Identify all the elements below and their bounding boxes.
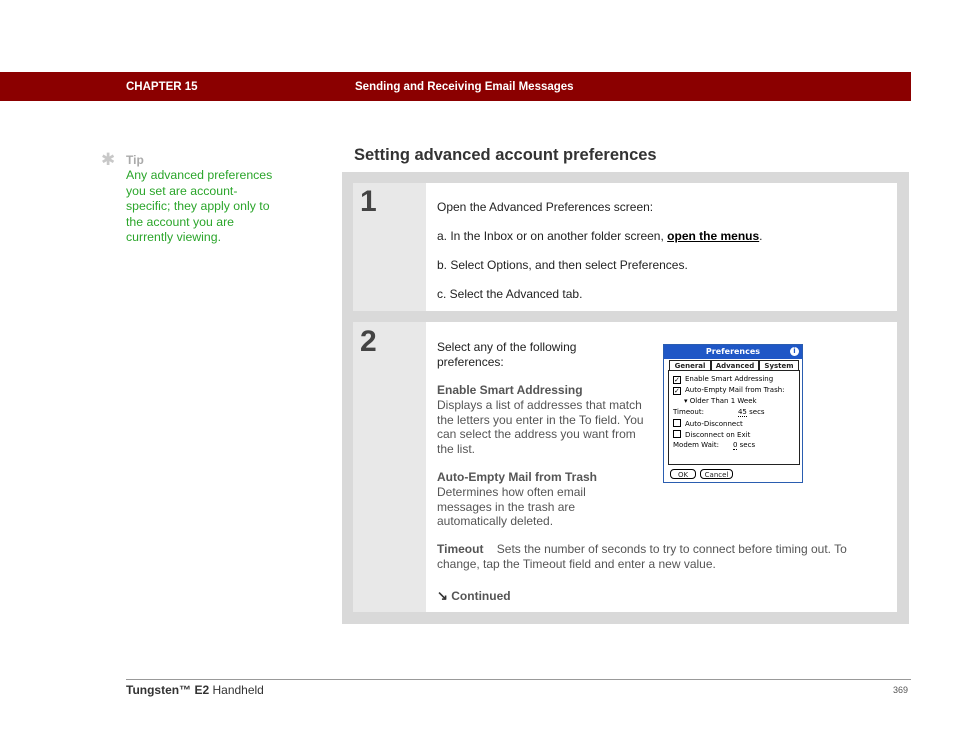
preferences-panel [668, 370, 800, 465]
tab-general[interactable]: General [669, 360, 711, 371]
section-title: Setting advanced account preferences [354, 146, 657, 164]
arrow-down-right-icon: ↘ [437, 588, 448, 603]
checkbox-checked-icon[interactable]: ✓ [674, 376, 680, 384]
step-1-item-a-text: a. In the Inbox or on another folder screen, [437, 229, 668, 243]
step-2-intro: Select any of the following preferences: [437, 340, 577, 369]
step-1-item-c: c. Select the Advanced tab. [437, 287, 583, 301]
smart-addressing-title: Enable Smart Addressing [437, 383, 583, 397]
step-2-number-column [353, 322, 426, 612]
modem-wait-label: Modem Wait: [673, 441, 719, 449]
footer-divider [126, 679, 911, 680]
option-auto-empty[interactable] [673, 386, 785, 395]
checkbox-empty-icon[interactable] [673, 419, 681, 427]
tip-text: Any advanced preferences you set are account-specific; they apply only to the account you are currently viewing. [126, 168, 273, 245]
step-1-item-a [437, 229, 763, 244]
continued-label: Continued [451, 589, 511, 603]
option-smart-addressing-label: Enable Smart Addressing [685, 375, 774, 383]
timeout-unit: secs [749, 408, 765, 416]
timeout-description [437, 542, 882, 571]
modem-wait-unit: secs [739, 441, 756, 449]
auto-empty-text: Determines how often email messages in the trash are automatically deleted. [437, 485, 586, 528]
option-auto-empty-label: Auto-Empty Mail from Trash: [685, 386, 785, 394]
preferences-screenshot [663, 344, 803, 483]
tip-label: Tip [126, 153, 144, 167]
info-icon[interactable]: i [790, 347, 799, 356]
page-number: 369 [893, 685, 909, 695]
modem-wait-row [673, 441, 755, 450]
open-menus-link[interactable]: open the menus [667, 229, 760, 243]
step-1-item-b: b. Select Options, and then select Preferences. [437, 258, 688, 272]
ok-button[interactable]: OK [670, 469, 696, 479]
step-2-number: 2 [360, 325, 377, 358]
footer-brand-name: Tungsten™ [126, 683, 192, 697]
smart-addressing-text: Displays a list of addresses that match the letters you enter in the To field. You can select the address you want from the list. [437, 398, 644, 456]
tab-system[interactable]: System [759, 360, 799, 371]
step-1-number: 1 [360, 185, 377, 218]
timeout-text: Sets the number of seconds to try to connect before timing out. To change, tap the Timeout field and enter a new value. [437, 542, 847, 571]
option-auto-disconnect[interactable] [673, 419, 743, 429]
triangle-down-icon: ▾ [684, 397, 688, 405]
auto-empty-value: Older Than 1 Week [689, 397, 757, 405]
step-1-item-a-suffix: . [759, 229, 763, 243]
preferences-title: Preferences [664, 345, 802, 359]
footer-suffix: Handheld [209, 683, 264, 697]
option-auto-disconnect-label: Auto-Disconnect [685, 420, 743, 428]
option-disconnect-exit[interactable] [673, 430, 750, 440]
modem-wait-field[interactable]: 0 [732, 441, 738, 449]
timeout-label: Timeout: [673, 408, 704, 416]
option-smart-addressing[interactable] [673, 375, 773, 384]
timeout-title: Timeout [437, 542, 484, 556]
chapter-title: Sending and Receiving Email Messages [355, 81, 574, 93]
checkbox-empty-icon[interactable] [673, 430, 681, 438]
option-disconnect-exit-label: Disconnect on Exit [685, 431, 751, 439]
cancel-button[interactable]: Cancel [700, 469, 733, 479]
timeout-field[interactable]: 45 [737, 408, 747, 416]
chapter-label: CHAPTER 15 [126, 81, 198, 93]
footer-brand [126, 683, 264, 697]
checkbox-checked-icon[interactable]: ✓ [674, 387, 680, 395]
footer-model: E2 [194, 683, 210, 697]
auto-empty-title: Auto-Empty Mail from Trash [437, 470, 598, 484]
timeout-row [673, 408, 765, 417]
step-1-intro: Open the Advanced Preferences screen: [437, 200, 654, 214]
continued-marker[interactable] [437, 589, 511, 604]
auto-empty-dropdown[interactable] [684, 397, 757, 406]
asterisk-icon: ✱ [101, 150, 116, 169]
tab-advanced[interactable]: Advanced [711, 360, 759, 371]
